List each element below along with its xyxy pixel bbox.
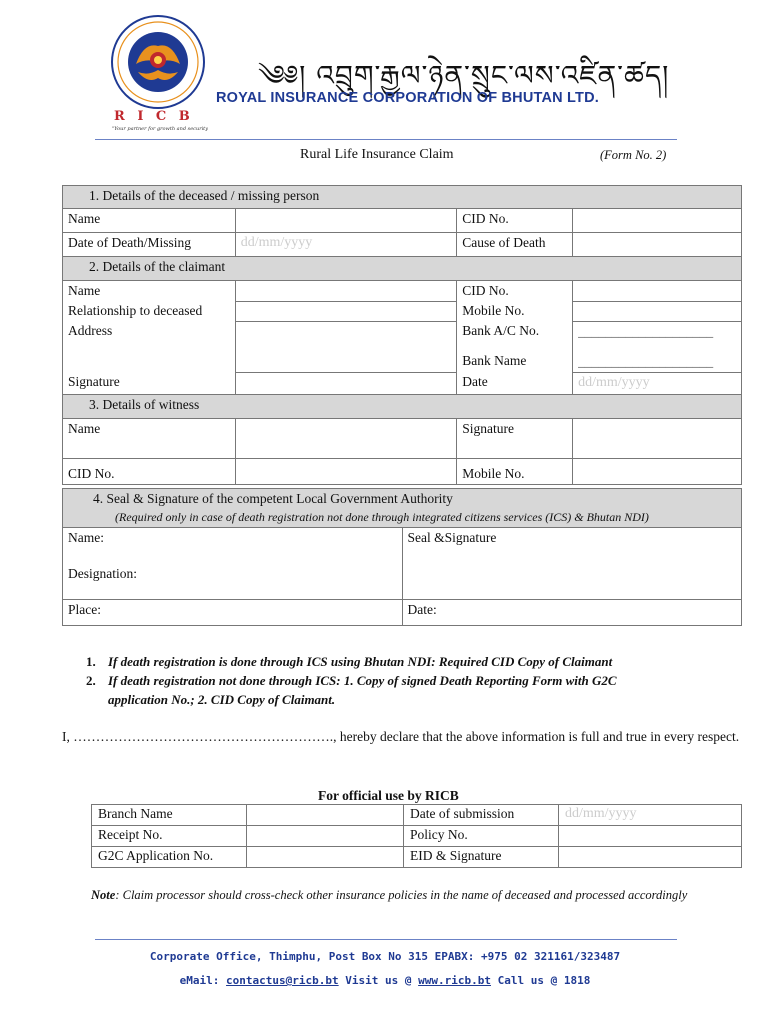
relationship-label: Relationship to deceased: [63, 301, 236, 321]
authority-name-designation[interactable]: [63, 528, 403, 600]
website-link[interactable]: www.ricb.bt: [418, 974, 491, 987]
mobile-field[interactable]: [573, 301, 742, 321]
branch-field[interactable]: [247, 805, 404, 826]
submission-label: Date of submission: [404, 805, 559, 826]
eid-label: EID & Signature: [404, 847, 559, 868]
witness-signature-field[interactable]: [573, 418, 742, 458]
deceased-name-field[interactable]: [235, 209, 457, 233]
footer-contact: eMail: contactus@ricb.bt Visit us @ www.ricb.bt Call us @ 1818: [179, 974, 591, 987]
section4-subtitle: (Required only in case of death registration not done through integrated citizens services (ICS) & Bhutan NDI): [115, 510, 649, 524]
authority-place-label[interactable]: Place:: [63, 600, 403, 626]
bank-name-label: Bank Name: [462, 353, 527, 368]
date-of-death-field[interactable]: dd/mm/yyyy: [235, 233, 457, 257]
claimant-signature-field[interactable]: [235, 372, 457, 394]
address-field[interactable]: [235, 321, 457, 372]
claimant-name-label: Name: [63, 281, 236, 302]
authority-seal-signature[interactable]: [402, 528, 742, 600]
signature-label: Signature: [63, 372, 236, 394]
witness-signature-label: Signature: [457, 418, 573, 458]
section1-title: 1. Details of the deceased / missing person: [63, 186, 742, 209]
claimant-cid-label: CID No.: [457, 281, 573, 302]
g2c-label: G2C Application No.: [92, 847, 247, 868]
requirements-notes: [86, 652, 617, 709]
authority-name-label: Name:: [68, 530, 104, 545]
deceased-cid-label: CID No.: [457, 209, 573, 233]
tibetan-title: ༄༅། འབྲུག་རྒྱལ་ཉེན་སྲུང་ལས་འཛིན་ཚད།: [258, 59, 670, 92]
witness-cid-field[interactable]: [235, 458, 457, 484]
policy-label: Policy No.: [404, 826, 559, 847]
deceased-cid-field[interactable]: [573, 209, 742, 233]
mobile-label: Mobile No.: [457, 301, 573, 321]
section3-title: 3. Details of witness: [63, 394, 742, 418]
logo-tagline: "Your partner for growth and security": [112, 126, 208, 132]
official-use-table: [91, 804, 742, 868]
header-divider: [95, 139, 677, 140]
email-link[interactable]: contactus@ricb.bt: [226, 974, 339, 987]
cause-of-death-label: Cause of Death: [457, 233, 573, 257]
authority-table: [62, 488, 742, 626]
note-item: 2. If death registration not done through ICS: 1. Copy of signed Death Reporting Form with G2C: [86, 673, 617, 688]
bank-ac-label: Bank A/C No.: [462, 323, 540, 338]
g2c-field[interactable]: [247, 847, 404, 868]
note-label: Note: [91, 888, 116, 902]
branch-label: Branch Name: [92, 805, 247, 826]
relationship-field[interactable]: [235, 301, 457, 321]
witness-name-field[interactable]: [235, 418, 457, 458]
logo-text: R I C B: [114, 109, 194, 124]
declaration-text: I, …………………………………………………., hereby declare that the above information is full and true in every respect.: [62, 729, 740, 744]
section4-header: [63, 489, 742, 528]
authority-designation-label: Designation:: [68, 566, 137, 581]
claimant-name-field[interactable]: [235, 281, 457, 302]
witness-mobile-field[interactable]: [573, 458, 742, 484]
authority-date-label[interactable]: Date:: [402, 600, 742, 626]
processor-note: [91, 886, 691, 905]
receipt-label: Receipt No.: [92, 826, 247, 847]
submission-date-field[interactable]: dd/mm/yyyy: [559, 805, 742, 826]
date-of-death-label: Date of Death/Missing: [63, 233, 236, 257]
cause-of-death-field[interactable]: [573, 233, 742, 257]
policy-field[interactable]: [559, 826, 742, 847]
bank-ac-field[interactable]: ____________________: [578, 323, 714, 339]
bank-name-field[interactable]: ____________________: [578, 353, 714, 369]
claimant-date-field[interactable]: dd/mm/yyyy: [573, 372, 742, 394]
bank-fields: [573, 321, 742, 372]
official-use-title: For official use by RICB: [318, 788, 459, 803]
claim-form-table: [62, 185, 742, 485]
bank-labels: [457, 321, 573, 372]
footer-divider: [95, 939, 677, 940]
seal-signature-label: Seal &Signature: [407, 530, 497, 545]
date-label: Date: [457, 372, 573, 394]
note-item-continuation: application No.; 2. CID Copy of Claimant.: [108, 692, 336, 707]
deceased-name-label: Name: [63, 209, 236, 233]
address-label: Address: [63, 321, 236, 372]
claimant-cid-field[interactable]: [573, 281, 742, 302]
note-item: 1. If death registration is done through ICS using Bhutan NDI: Required CID Copy of Claimant: [86, 654, 613, 669]
witness-name-label: Name: [63, 418, 236, 458]
receipt-field[interactable]: [247, 826, 404, 847]
footer-address: Corporate Office, Thimphu, Post Box No 315 EPABX: +975 02 321161/323487: [149, 950, 621, 963]
eid-field[interactable]: [559, 847, 742, 868]
form-number: (Form No. 2): [600, 148, 667, 162]
note-text: : Claim processor should cross-check other insurance policies in the name of deceased and processed accordingly: [115, 888, 688, 902]
witness-cid-label: CID No.: [63, 458, 236, 484]
section2-title: 2. Details of the claimant: [63, 257, 742, 281]
witness-mobile-label: Mobile No.: [457, 458, 573, 484]
section4-title: 4. Seal & Signature of the competent Local Government Authority: [93, 491, 453, 506]
ricb-logo: [108, 12, 208, 134]
form-title: Rural Life Insurance Claim: [300, 147, 454, 162]
company-name: ROYAL INSURANCE CORPORATION OF BHUTAN LTD.: [216, 90, 599, 106]
